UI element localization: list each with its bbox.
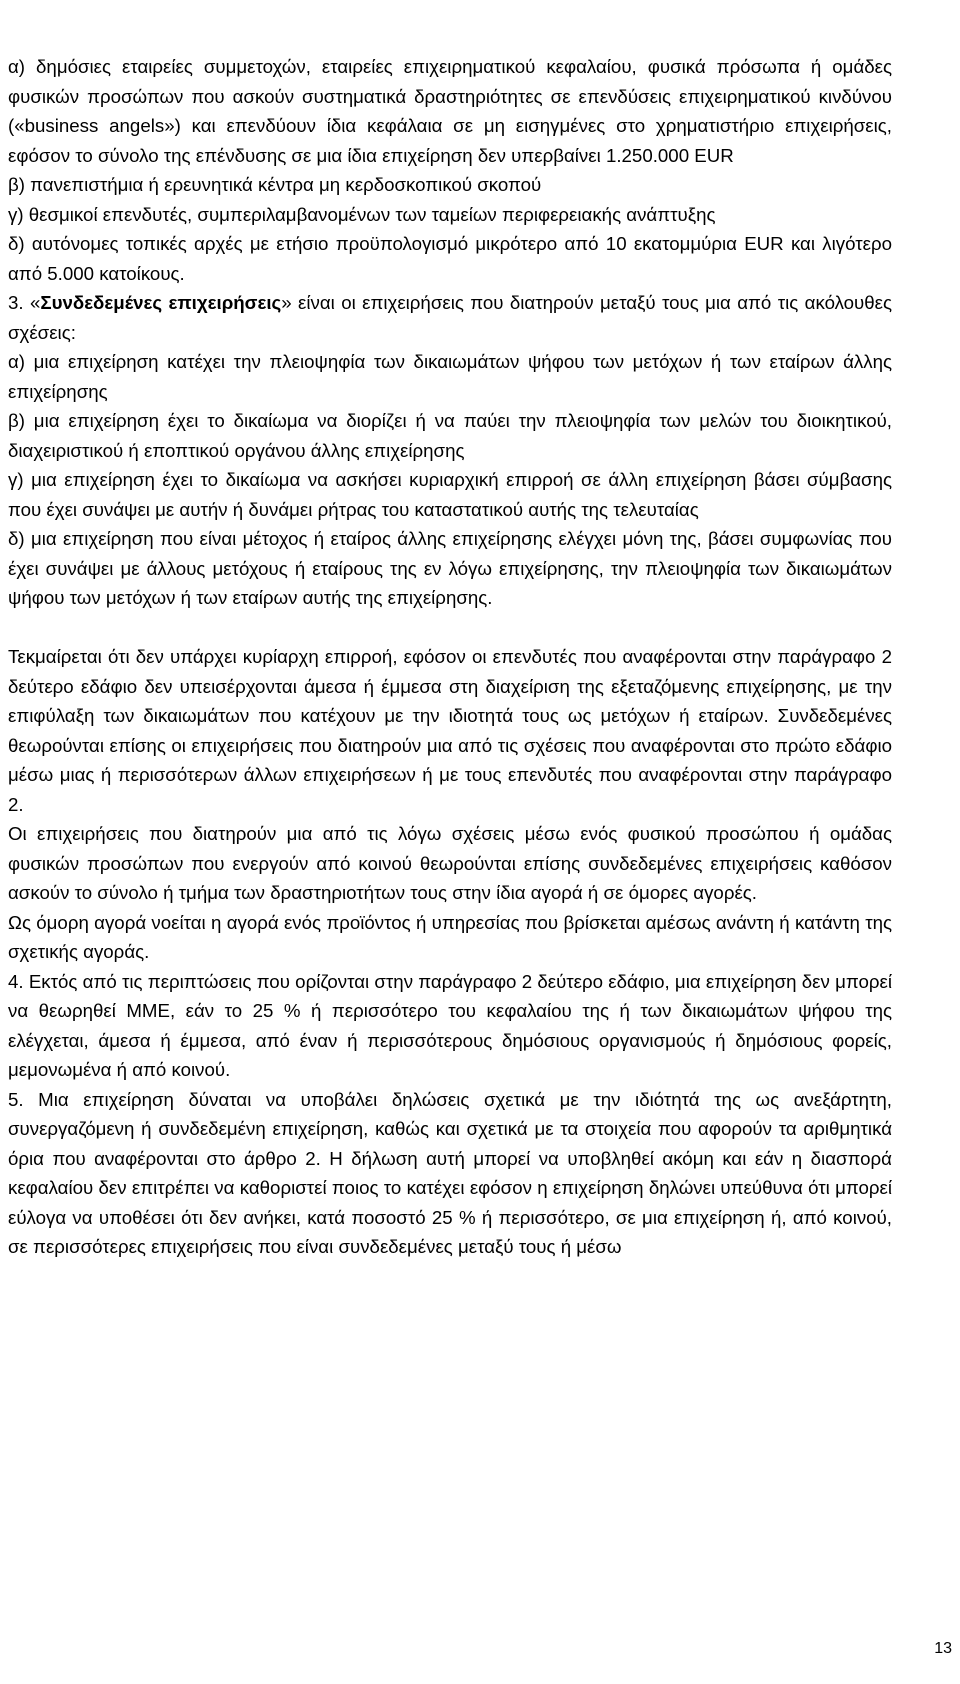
definition-item-d: δ) αυτόνομες τοπικές αρχές με ετήσιο προϋπολογισμό μικρότερο από 10 εκατομμύρια EUR και λιγότερο από 5.000 κατοίκους. [8, 233, 892, 284]
presumption-paragraph: Τεκμαίρεται ότι δεν υπάρχει κυρίαρχη επιρροή, εφόσον οι επενδυτές που αναφέρονται στην παράγραφο 2 δεύτερο εδάφιο δεν υπεισέρχονται άμεσα ή έμμεσα στη διαχείριση της εξεταζόμενης επιχείρησης, με την επιφύλαξη των δικαιωμάτων που κατέχουν με την ιδιοτητά τους ως μετόχων ή εταίρων. Συνδεδεμένες θεωρούνται επίσης οι επιχειρήσεις που διατηρούν μια από τις σχέσεις που αναφέρονται στο πρώτο εδάφιο μέσω μιας ή περισσότερων άλλων επιχειρήσεων ή με τους επενδυτές που αναφέρονται στην παράγραφο 2. [8, 646, 892, 815]
section-3-prefix: 3. « [8, 292, 41, 313]
section-3-term: Συνδεδεμένες επιχειρήσεις [40, 292, 282, 313]
section-3-heading [8, 288, 892, 347]
section-3-item-c: γ) μια επιχείρηση έχει το δικαίωμα να ασκήσει κυριαρχική επιρροή σε άλλη επιχείρηση βάσει σύμβασης που έχει συνάψει με αυτήν ή δυνάμει ρήτρας του καταστατικού αυτής της τελευταίας [8, 469, 892, 520]
natural-person-paragraph: Οι επιχειρήσεις που διατηρούν μια από τις λόγω σχέσεις μέσω ενός φυσικού προσώπου ή ομάδας φυσικών προσώπων που ενεργούν από κοινού θεωρούνται επίσης συνδεδεμένες επιχειρήσεις καθόσον ασκούν το σύνολο ή τμήμα των δραστηριοτήτων τους στην ίδια αγορά ή σε όμορες αγορές. [8, 823, 892, 903]
paragraph-spacer [8, 613, 892, 643]
section-3-suffix: » είναι οι επιχειρήσεις που διατηρούν μεταξύ τους μια από τις ακόλουθες σχέσεις: [8, 292, 893, 343]
page-number: 13 [934, 1640, 952, 1657]
definition-item-a: α) δημόσιες εταιρείες συμμετοχών, εταιρείες επιχειρηματικού κεφαλαίου, φυσικά πρόσωπα ή ομάδες φυσικών προσώπων που ασκούν συστηματικά δραστηριότητες σε επενδύσεις επιχειρηματικού κινδύνου («business angels») και επενδύουν ίδια κεφάλαια σε μη εισηγμένες στο χρηματιστήριο επιχειρήσεις, εφόσον το σύνολο της επένδυσης σε μια ίδια επιχείρηση δεν υπερβαίνει 1.250.000 EUR [8, 56, 892, 166]
definition-item-c: γ) θεσμικοί επενδυτές, συμπεριλαμβανομένων των ταμείων περιφερειακής ανάπτυξης [8, 203, 716, 225]
section-3-item-d: δ) μια επιχείρηση που είναι μέτοχος ή εταίρος άλλης επιχείρησης ελέγχει μόνη της, βάσει συμφωνίας που έχει συνάψει με άλλους μετόχους ή εταίρους της εν λόγω επιχείρησης, την πλειοψηφία των δικαιωμάτων ψήφου των μετόχων ή των εταίρων αυτής της επιχείρησης. [8, 528, 892, 608]
definition-item-b: β) πανεπιστήμια ή ερευνητικά κέντρα μη κερδοσκοπικού σκοπού [8, 174, 542, 195]
section-3-item-a: α) μια επιχείρηση κατέχει την πλειοψηφία των δικαιωμάτων ψήφου των μετόχων ή των εταίρων άλλης επιχείρησης [8, 351, 892, 402]
section-5-paragraph: 5. Μια επιχείρηση δύναται να υποβάλει δηλώσεις σχετικά με την ιδιότητά της ως ανεξάρτητη, συνεργαζόμενη ή συνδεδεμένη επιχείρηση, καθώς και σχετικά με τα στοιχεία που αφορούν τα αριθμητικά όρια που αναφέρονται στο άρθρο 2. Η δήλωση αυτή μπορεί να υποβληθεί ακόμη και εάν η διασπορά κεφαλαίου δεν επιτρέπει να καθοριστεί ποιος το κατέχει εφόσον η επιχείρηση δηλώνει υπεύθυνα ότι μπορεί εύλογα να υποθέσει ότι δεν ανήκει, κατά ποσοστό 25 % ή περισσότερο, σε μια επιχείρηση ή, από κοινού, σε περισσότερες επιχειρήσεις που είναι συνδεδεμένες μεταξύ τους ή μέσω [8, 1088, 892, 1257]
section-4-paragraph: 4. Εκτός από τις περιπτώσεις που ορίζονται στην παράγραφο 2 δεύτερο εδάφιο, μια επιχείρηση δεν μπορεί να θεωρηθεί ΜΜΕ, εάν το 25 % ή περισσότερο του κεφαλαίου της ή των δικαιωμάτων ψήφου της ελέγχεται, άμεσα ή έμμεσα, από έναν ή περισσότερους δημόσιους οργανισμούς ή δημόσιους φορείς, μεμονωμένα ή από κοινού. [8, 970, 892, 1080]
document-page [8, 52, 892, 1262]
section-3-item-b: β) μια επιχείρηση έχει το δικαίωμα να διορίζει ή να παύει την πλειοψηφία των μελών του διοικητικού, διαχειριστικού ή εποπτικού οργάνου άλλης επιχείρησης [8, 410, 892, 461]
adjacent-market-paragraph: Ως όμορη αγορά νοείται η αγορά ενός προϊόντος ή υπηρεσίας που βρίσκεται αμέσως ανάντη ή κατάντη της σχετικής αγοράς. [8, 911, 892, 962]
